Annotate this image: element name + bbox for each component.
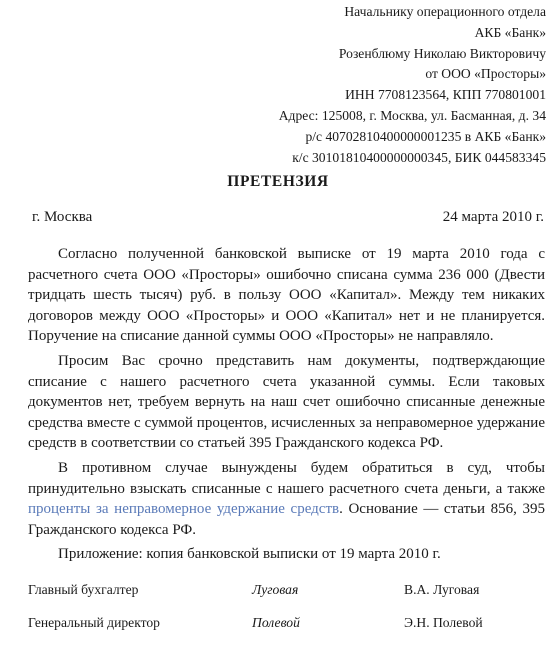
handwritten-signature: Полевой (252, 615, 300, 630)
paragraph-3-end: . Основание — статьи 856, 395 Гражданского кодекса РФ. (28, 501, 545, 538)
paragraph-3-start: В противном случае вынуждены будем обратиться в суд, чтобы принудительно взыскать списанные с нашего расчетного счета деньги, а также (28, 459, 545, 497)
handwritten-signature: Луговая (252, 582, 299, 597)
addressee-line: от ООО «Просторы» (425, 66, 546, 82)
signatory-role: Главный бухгалтер (28, 582, 139, 597)
addressee-line: АКБ «Банк» (474, 24, 546, 40)
signatory-name: Э.Н. Полевой (404, 615, 483, 630)
paragraph-2: Просим Вас срочно представить нам документы, подтверждающие списание с нашего расчетного счета указанной суммы. Если таковых документов нет, требуем вернуть на наш счет ошибочно списанные денежные средства вместе с суммой процентов, исчисленных за неправомерное удержание средств в соответствии со статьей 395 Гражданского кодекса РФ. (28, 352, 545, 452)
addressee-block (279, 2, 546, 168)
document-date: 24 марта 2010 г. (442, 209, 544, 225)
place-date-row (32, 209, 544, 226)
paragraph-1: Согласно полученной банковской выписке от 19 марта 2010 года с расчетного счета ООО «Просторы» ошибочно списана сумма 236 000 (Двести тридцать шесть тысяч) руб. в пользу ООО «Капитал». Между тем никаких договоров между ООО «Просторы» и ООО «Капитал» нет и не планируется. Поручение на списание данной суммы ООО «Просторы» не направляло. (28, 246, 545, 345)
interest-link[interactable]: проценты за неправомерное удержание средств (28, 501, 340, 518)
document-title: ПРЕТЕНЗИЯ (227, 173, 329, 190)
addressee-line: Адрес: 125008, г. Москва, ул. Басманная, д. 34 (278, 107, 546, 123)
addressee-line: Начальнику операционного отдела (344, 4, 546, 19)
addressee-line: р/с 40702810400000001235 в АКБ «Банк» (305, 128, 546, 144)
addressee-line: Розенблюму Николаю Викторовичу (338, 45, 546, 61)
signatory-role: Генеральный директор (28, 615, 160, 630)
addressee-line: ИНН 7708123564, КПП 770801001 (345, 87, 546, 103)
attachment-line: Приложение: копия банковской выписки от 19 марта 2010 г. (58, 546, 441, 563)
city: г. Москва (32, 209, 93, 225)
signature-row (28, 582, 545, 615)
claim-body (28, 244, 545, 569)
signature-block (28, 582, 545, 648)
addressee-line: к/с 30101810400000000345, БИК 044583345 (292, 149, 546, 165)
paragraph-3 (28, 458, 545, 540)
signatory-name: В.А. Луговая (404, 582, 480, 597)
signature-row (28, 615, 545, 648)
